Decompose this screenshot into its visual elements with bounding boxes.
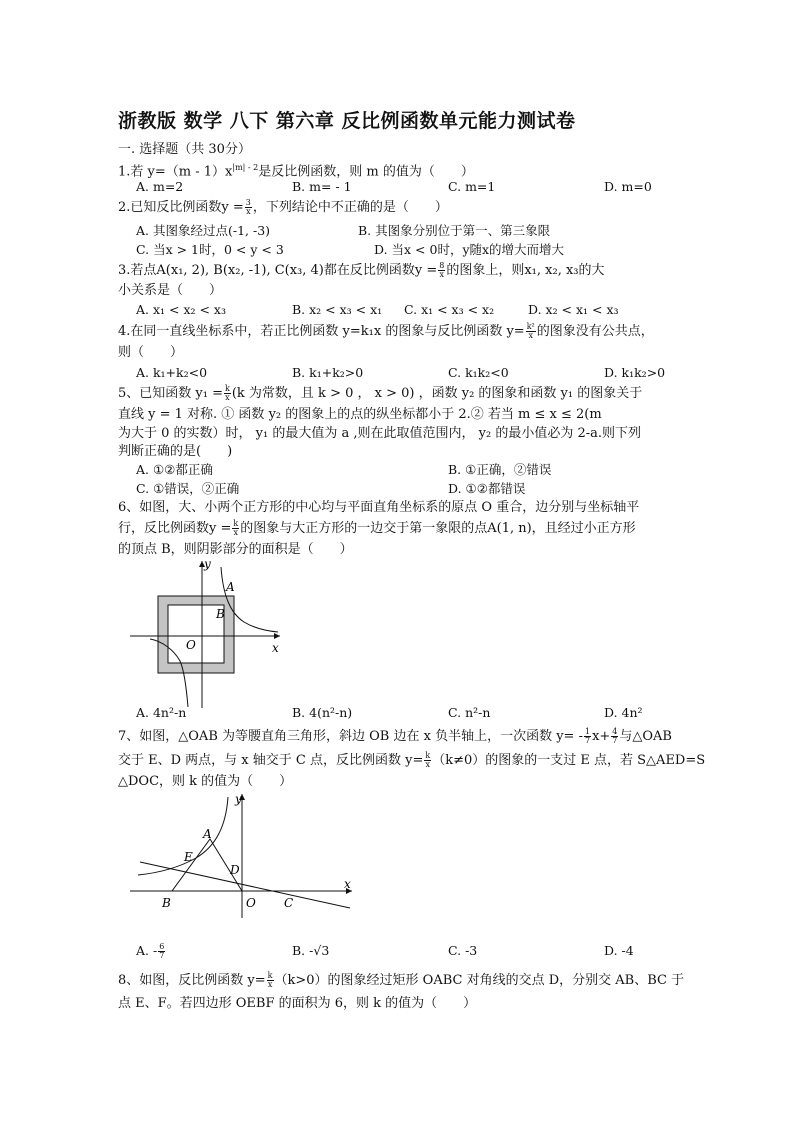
- question-5: [118, 384, 642, 403]
- question-8: [118, 971, 684, 990]
- q1-stem: 1.若 y=（m - 1）x: [118, 164, 233, 180]
- q7-label-e: E: [184, 850, 193, 864]
- q1-option-d[interactable]: D. m=0: [604, 179, 652, 194]
- q8-fraction: $\frac{k}{x}$: [267, 971, 273, 989]
- q6-label-a: A: [226, 580, 235, 594]
- q5-fraction: $\frac{k}{x}$: [224, 384, 230, 402]
- q7-label-o: O: [246, 896, 256, 910]
- q6-line-3: 的顶点 B，则阴影部分的面积是（ ）: [118, 542, 353, 557]
- q6-label-x: x: [272, 641, 279, 655]
- question-4: [118, 322, 654, 341]
- q3-option-a[interactable]: A. x₁ < x₂ < x₃: [136, 302, 226, 317]
- q6-option-d[interactable]: D. 4n²: [604, 705, 643, 720]
- q3-line-2: 小关系是（ ）: [118, 283, 223, 298]
- q7-pre-2: 交于 E、D 两点，与 x 轴交于 C 点，反比例函数 y=: [118, 753, 424, 768]
- q7-option-c[interactable]: C. -3: [448, 943, 478, 958]
- q7-label-d: D: [230, 863, 240, 877]
- q6-pre: 行，反比例函数y =: [118, 521, 232, 536]
- q7-fraction-2: $\frac{4}{7}$: [612, 727, 618, 745]
- q3-option-c[interactable]: C. x₁ < x₃ < x₂: [404, 302, 495, 317]
- q7-hyperbola: [138, 797, 228, 875]
- q3-option-b[interactable]: B. x₂ < x₃ < x₁: [292, 302, 383, 317]
- q7-pre: 7、如图，△OAB 为等腰直角三角形，斜边 OB 边在 x 负半轴上，一次函数 y= -: [118, 729, 583, 744]
- q7-fraction-1: $\frac{1}{7}$: [584, 727, 591, 745]
- q7-label-a: A: [203, 827, 212, 841]
- q5-line-3: 为大于 0 的实数）时， y₁ 的最大值为 a ,则在此取值范围内， y₂ 的最小值必为 2-a.则下列: [118, 426, 642, 441]
- q6-fraction: $\frac{k}{x}$: [233, 519, 239, 537]
- q2-fraction: $\frac{3}{x}$: [245, 198, 251, 216]
- question-3: [118, 261, 605, 280]
- q7-label-x: x: [344, 877, 351, 891]
- q6-label-b: B: [216, 607, 225, 621]
- q1-option-c[interactable]: C. m=1: [448, 179, 496, 194]
- q7-option-b[interactable]: B. -√3: [292, 943, 330, 958]
- q6-label-o: O: [186, 638, 196, 652]
- q6-post: 的图象与大正方形的一边交于第一象限的点A(1, n)，且经过小正方形: [240, 521, 636, 536]
- q3-pre: 3.若点A(x₁, 2), B(x₂, -1), C(x₃, 4)都在反比例函数y =: [118, 263, 438, 278]
- q7-option-d[interactable]: D. -4: [604, 943, 634, 958]
- q5-line-4: 判断正确的是( ): [118, 444, 233, 459]
- q5-post: (k 为常数，且 k > 0 ， x > 0) ，函数 y₂ 的图象和函数 y₁ 的图象关于: [231, 386, 643, 401]
- q1-exponent: |m| - 2: [232, 163, 259, 172]
- q7-post-2: （k≠0）的图象的一支过 E 点，若 S△AED=S: [432, 753, 706, 768]
- q7-post: 与△OAB: [619, 729, 672, 744]
- q5-line-2: 直线 y = 1 对称. ① 函数 y₂ 的图象上的点的纵坐标都小于 2.② 若当 m ≤ x ≤ 2(m: [118, 407, 602, 422]
- section-heading: 一. 选择题（共 30分）: [118, 142, 251, 157]
- q7-label-b: B: [162, 896, 171, 910]
- q1-tail: 是反比例函数，则 m 的值为（ ）: [258, 164, 474, 180]
- q2-option-c[interactable]: C. 当x > 1时，0 < y < 3: [136, 242, 284, 257]
- q5-option-c[interactable]: C. ①错误，②正确: [136, 481, 240, 496]
- q2-post: ，下列结论中不正确的是（ ）: [252, 200, 448, 215]
- q1-option-b[interactable]: B. m= - 1: [292, 179, 352, 194]
- q4-post: 的图象没有公共点，: [536, 324, 654, 339]
- q4-pre: 4.在同一直线坐标系中，若正比例函数 y=k₁x 的图象与反比例函数 y=: [118, 324, 525, 339]
- q6-figure: [130, 555, 290, 715]
- q6-option-c[interactable]: C. n²-n: [448, 705, 491, 720]
- q7-figure: [130, 790, 360, 920]
- q8-line-2: 点 E、F。若四边形 OEBF 的面积为 6，则 k 的值为（ ）: [118, 996, 477, 1011]
- q2-option-b[interactable]: B. 其图象分别位于第一、第三象限: [358, 223, 551, 238]
- question-7: [118, 727, 672, 746]
- q3-fraction: $\frac{8}{x}$: [439, 261, 445, 279]
- q6-option-a[interactable]: A. 4n²-n: [136, 705, 187, 720]
- q4-option-b[interactable]: B. k₁+k₂>0: [292, 365, 364, 380]
- q6-option-b[interactable]: B. 4(n²-n): [292, 705, 353, 720]
- q4-option-c[interactable]: C. k₁k₂<0: [448, 365, 509, 380]
- question-6: 6、如图，大、小两个正方形的中心均与平面直角坐标系的原点 O 重合，边分别与坐标轴平: [118, 500, 640, 515]
- q3-option-d[interactable]: D. x₂ < x₁ < x₃: [528, 302, 619, 317]
- q7-fraction-3: $\frac{k}{x}$: [425, 751, 431, 769]
- page-title: 浙教版 数学 八下 第六章 反比例函数单元能力测试卷: [118, 110, 576, 132]
- q7-line-2: [118, 751, 705, 770]
- q5-pre: 5、已知函数 y₁ =: [118, 386, 223, 401]
- q2-pre: 2.已知反比例函数y =: [118, 200, 244, 215]
- q4-option-a[interactable]: A. k₁+k₂<0: [136, 365, 208, 380]
- q4-fraction: $\frac{\text{k²}}{x}$: [526, 322, 535, 340]
- q5-option-b[interactable]: B. ①正确，②错误: [448, 462, 552, 477]
- question-1: [118, 158, 474, 181]
- q6-x-arrow: [274, 633, 280, 639]
- q3-post: 的图象上，则x₁, x₂, x₃的大: [446, 263, 605, 278]
- q4-line-2: 则（ ）: [118, 345, 184, 360]
- q7-line-3: △DOC，则 k 的值为（ ）: [118, 774, 293, 789]
- q7-mid: x+: [592, 729, 611, 744]
- q1-option-a[interactable]: A. m=2: [136, 179, 184, 194]
- q6-label-y: y: [204, 557, 211, 571]
- q5-option-d[interactable]: D. ①②都错误: [448, 481, 526, 496]
- q7-label-c: C: [284, 896, 294, 910]
- q2-option-d[interactable]: D. 当x < 0时，y随x的增大而增大: [374, 242, 565, 257]
- q8-pre: 8、如图，反比例函数 y=: [118, 973, 266, 988]
- q4-option-d[interactable]: D. k₁k₂>0: [604, 365, 666, 380]
- q5-option-a[interactable]: A. ①②都正确: [136, 462, 213, 477]
- q6-line-2: [118, 519, 636, 538]
- q7-option-a[interactable]: A. - $\frac{6}{7}$: [136, 942, 165, 960]
- q2-option-a[interactable]: A. 其图象经过点(-1, -3): [136, 223, 271, 238]
- q7-label-y: y: [235, 792, 242, 806]
- question-2: [118, 198, 448, 217]
- q8-post: （k>0）的图象经过矩形 OABC 对角线的交点 D，分别交 AB、BC 于: [274, 973, 685, 988]
